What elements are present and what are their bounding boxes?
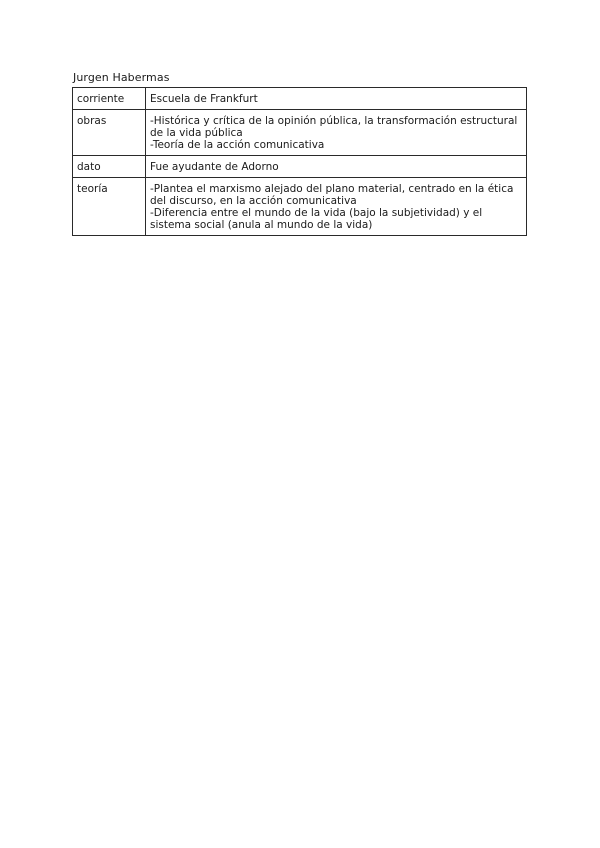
info-table [72, 87, 527, 236]
table-row-corriente [73, 88, 527, 110]
content-line: -Diferencia entre el mundo de la vida (bajo la subjetividad) y el sistema social (anula al mundo de la vida) [150, 207, 486, 231]
row-label-obras: obras [73, 110, 146, 156]
table-row-obras [73, 110, 527, 156]
row-label-corriente: corriente [73, 88, 146, 110]
content-line: -Histórica y crítica de la opinión pública, la transformación estructural de la vida pública [150, 115, 521, 139]
document-title: Jurgen Habermas [73, 71, 170, 84]
row-content-dato [146, 156, 527, 178]
content-line: Fue ayudante de Adorno [150, 161, 279, 173]
row-label-teoria: teoría [73, 178, 146, 236]
row-content-corriente [146, 88, 527, 110]
content-line: -Plantea el marxismo alejado del plano material, centrado en la ética del discurso, en la acción comunicativa [150, 183, 517, 207]
content-line: -Teoría de la acción comunicativa [150, 139, 325, 151]
table-row-teoria [73, 178, 527, 236]
row-content-obras [146, 110, 527, 156]
row-content-teoria [146, 178, 527, 236]
table-row-dato [73, 156, 527, 178]
row-label-dato: dato [73, 156, 146, 178]
content-line: Escuela de Frankfurt [150, 93, 258, 105]
